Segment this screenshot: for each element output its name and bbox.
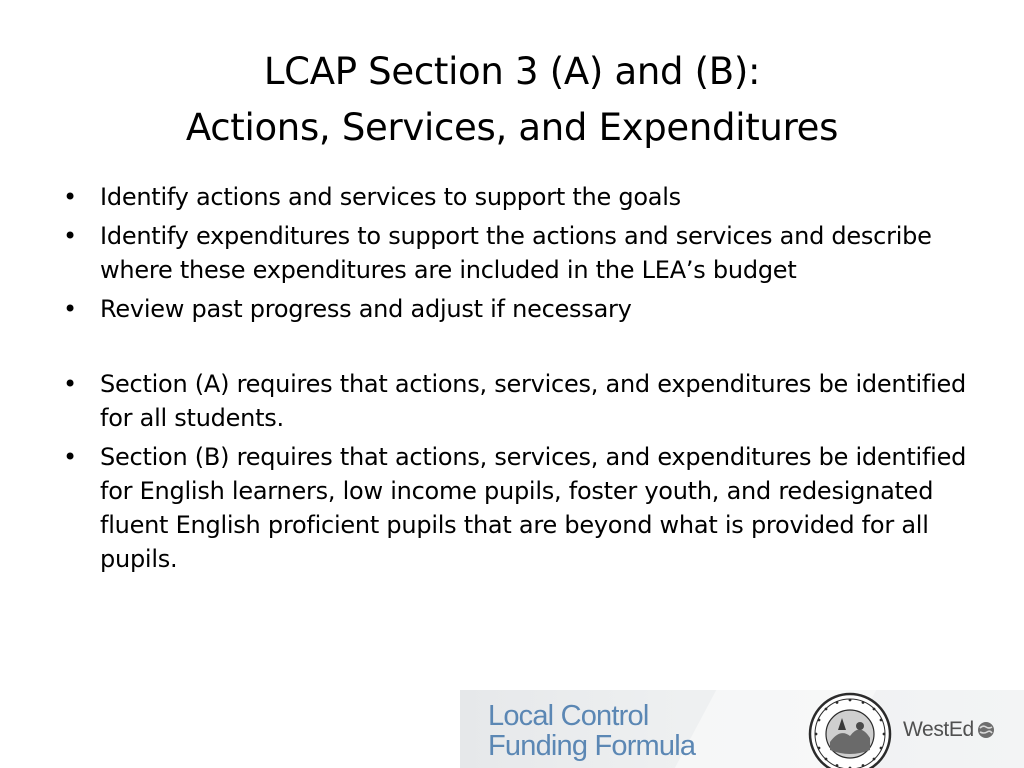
bullet-icon: •	[63, 370, 77, 398]
bullet-text: Section (A) requires that actions, services, and expenditures be identified for all students.	[100, 370, 967, 432]
state-board-seal-icon	[808, 692, 892, 768]
bullet-item	[62, 292, 967, 326]
bullet-icon: •	[63, 222, 77, 250]
bullet-item	[62, 440, 967, 576]
lcff-logo-line-1: Local Control	[488, 700, 649, 732]
lcff-logo-line-2: Funding Formula	[488, 730, 696, 762]
wested-logo-text: WestEd	[903, 718, 974, 741]
bullet-item	[62, 367, 967, 435]
bullet-icon: •	[63, 295, 77, 323]
globe-icon	[977, 721, 995, 739]
bullet-text: Review past progress and adjust if necessary	[100, 295, 632, 323]
title-line-1: LCAP Section 3 (A) and (B):	[263, 50, 761, 93]
lcff-logo	[488, 701, 695, 761]
bullet-item	[62, 180, 967, 214]
wested-logo	[903, 717, 995, 743]
bullet-list	[62, 180, 967, 581]
bullet-text: Identify expenditures to support the actions and services and describe where these expenditures are included in the LEA’s budget	[100, 222, 932, 284]
bullet-text: Identify actions and services to support the goals	[100, 183, 681, 211]
bullet-icon: •	[63, 183, 77, 211]
bullet-icon: •	[63, 443, 77, 471]
slide-title	[40, 44, 984, 156]
footer-banner	[460, 690, 1024, 768]
bullet-item	[62, 219, 967, 287]
title-line-2: Actions, Services, and Expenditures	[185, 106, 839, 149]
bullet-text: Section (B) requires that actions, services, and expenditures be identified for English learners, low income pupils, foster youth, and redesignated fluent English proficient pupils that are beyond what is provided for all pupils.	[100, 443, 967, 573]
